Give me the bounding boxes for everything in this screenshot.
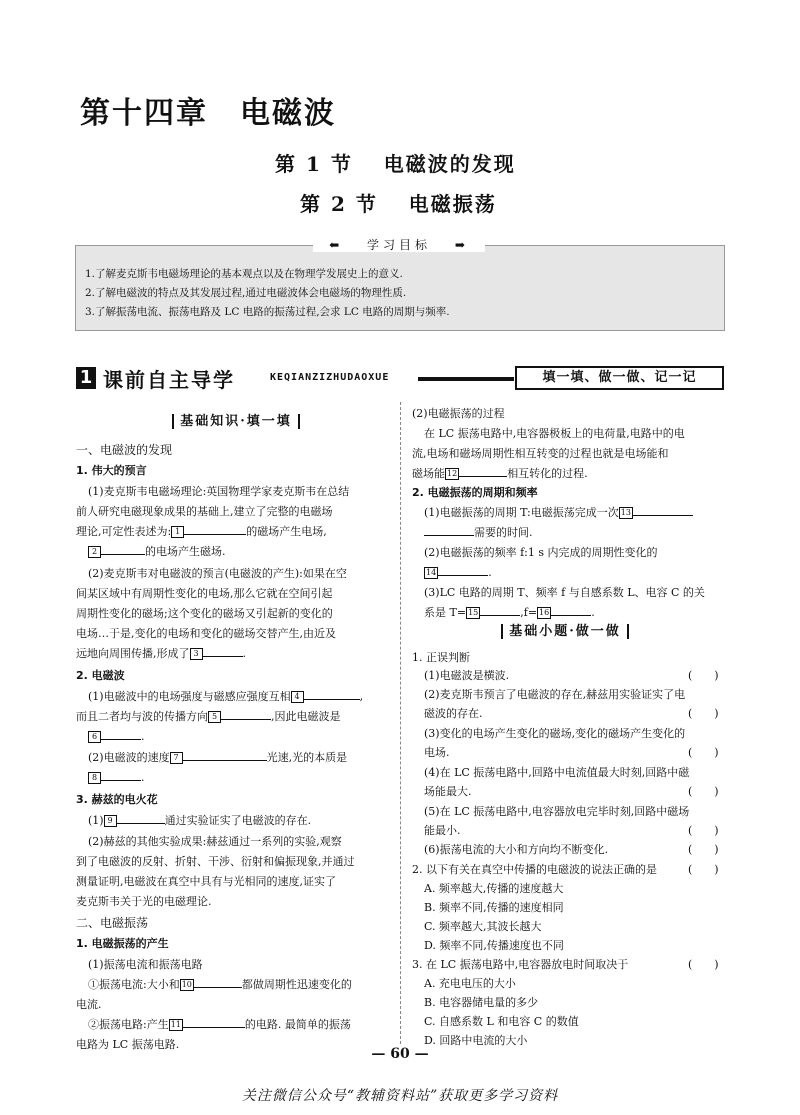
text-line: 系是 T= 15 ,f= 16 . — [424, 603, 595, 622]
fill-blank[interactable] — [633, 503, 693, 516]
option[interactable]: A. 充电电压的大小 — [424, 977, 516, 990]
option[interactable]: C. 频率越大,其波长越大 — [424, 920, 542, 933]
judge-item: (3)变化的电场产生变化的磁场,变化的磁场产生变化的 — [424, 727, 686, 740]
left-section-head: 基础知识·填一填 — [76, 410, 396, 429]
banner-rule — [418, 377, 514, 381]
fill-blank[interactable] — [194, 975, 242, 988]
judge-item: 场能最大. — [424, 785, 472, 798]
text-line: 周期性变化的磁场;这个变化的磁场又引起新的变化的 — [76, 607, 333, 620]
question-3: 3. 在 LC 振荡电路中,电容器放电时间取决于 — [412, 958, 629, 971]
heading-hertz: 3. 赫兹的电火花 — [76, 793, 158, 806]
blank-number: 3 — [190, 648, 203, 660]
fill-blank[interactable] — [183, 748, 267, 761]
banner-title: 课前自主导学 — [103, 368, 235, 392]
text-line: 麦克斯韦关于光的电磁理论. — [76, 895, 212, 908]
answer-paren[interactable]: ( ) — [688, 958, 719, 971]
heading-em-wave: 2. 电磁波 — [76, 669, 125, 682]
text-line: (1)电磁波中的电场强度与磁感应强度互相 4 , — [88, 687, 363, 706]
judge-item: 电场. — [424, 746, 450, 759]
text-line: ②振荡电路:产生 11 的电路. 最简单的振荡 — [88, 1015, 351, 1034]
text-line: 2 的电场产生磁场. — [88, 542, 226, 561]
chapter-title: 第十四章 电磁波 — [80, 96, 336, 131]
fill-blank[interactable] — [459, 464, 507, 477]
heading-prediction: 1. 伟大的预言 — [76, 464, 147, 477]
footer-note: 关注微信公众号“教辅资料站”获取更多学习资料 — [241, 1088, 559, 1104]
text-line: 8 . — [88, 768, 145, 787]
text-line: 而且二者均与波的传播方向 5 ,因此电磁波是 — [76, 707, 341, 726]
text-line: (2)赫兹的其他实验成果:赫兹通过一系列的实验,观察 — [88, 835, 342, 848]
text-line: (2)电磁振荡的过程 — [412, 407, 505, 420]
blank-number: 2 — [88, 546, 101, 558]
text-line: 远地向周围传播,形成了 3 . — [76, 644, 246, 663]
heading-oscillation-origin: 1. 电磁振荡的产生 — [76, 937, 169, 950]
heading-period-frequency: 2. 电磁振荡的周期和频率 — [412, 486, 538, 499]
answer-paren[interactable]: ( ) — [688, 785, 719, 798]
blank-number: 1 — [171, 526, 184, 538]
option[interactable]: C. 自感系数 L 和电容 C 的数值 — [424, 1015, 579, 1028]
heading-em-discovery: 一、电磁波的发现 — [76, 443, 173, 457]
option[interactable]: B. 频率不同,传播的速度相同 — [424, 901, 564, 914]
text-line: 理论,可定性表述为: 1 的磁场产生电场, — [76, 522, 327, 541]
option[interactable]: D. 频率不同,传播速度也不同 — [424, 939, 564, 952]
blank-number: 14 — [426, 568, 437, 577]
blank-number: 9 — [104, 815, 117, 827]
answer-paren[interactable]: ( ) — [688, 843, 719, 856]
text-line: 6 . — [88, 727, 145, 746]
blank-number: 10 — [181, 980, 192, 989]
blank-number: 12 — [447, 469, 458, 478]
goal-item: 3.了解振荡电流、振荡电路及 LC 电路的振荡过程,会求 LC 电路的周期与频率. — [85, 306, 450, 318]
arrow-left-icon: ⬅ — [321, 238, 351, 252]
fill-blank[interactable] — [101, 727, 141, 740]
option[interactable]: A. 频率越大,传播的速度越大 — [424, 882, 564, 895]
heading-em-oscillation: 二、电磁振荡 — [76, 916, 149, 930]
fill-blank[interactable] — [117, 811, 165, 824]
text-line: 到了电磁波的反射、折射、干涉、衍射和偏振现象,并通过 — [76, 855, 355, 868]
text-line: 电流. — [76, 998, 102, 1011]
text-line: (1) 9 通过实验证实了电磁波的存在. — [88, 811, 311, 830]
goal-item: 2.了解电磁波的特点及其发展过程,通过电磁波体会电磁场的物理性质. — [85, 287, 407, 299]
judge-item: 能最小. — [424, 824, 461, 837]
option[interactable]: B. 电容器储电量的多少 — [424, 996, 539, 1009]
judge-item: (5)在 LC 振荡电路中,电容器放电完毕时刻,回路中磁场 — [424, 805, 690, 818]
text-line: 测量证明,电磁波在真空中具有与光相同的速度,证实了 — [76, 875, 336, 888]
text-line: (1)麦克斯韦电磁场理论:英国物理学家麦克斯韦在总结 — [88, 485, 350, 498]
answer-paren[interactable]: ( ) — [688, 707, 719, 720]
fill-blank[interactable] — [184, 522, 246, 535]
text-line: 14 . — [424, 563, 492, 582]
fill-blank[interactable] — [183, 1015, 245, 1028]
blank-number: 7 — [170, 752, 183, 764]
judge-item: 磁波的存在. — [424, 707, 483, 720]
text-line: 前人研究电磁现象成果的基础上,建立了完整的电磁场 — [76, 505, 333, 518]
section-1-title: 第 1 节 电磁波的发现 — [275, 152, 516, 176]
text-line: (2)电磁振荡的频率 f:1 s 内完成的周期性变化的 — [424, 546, 658, 559]
answer-paren[interactable]: ( ) — [688, 746, 719, 759]
text-line: 在 LC 振荡电路中,电容器极板上的电荷量,电路中的电 — [424, 427, 685, 440]
right-section-head: 基础小题·做一做 — [405, 620, 725, 639]
judge-item: (1)电磁波是横波. — [424, 669, 510, 682]
fill-blank[interactable] — [424, 523, 474, 536]
text-line: 电场…于是,变化的电场和变化的磁场交替产生,由近及 — [76, 627, 336, 640]
banner-tag: 填一填、做一做、记一记 — [515, 366, 724, 390]
option[interactable]: D. 回路中电流的大小 — [424, 1034, 528, 1047]
column-divider — [400, 402, 401, 1044]
arrow-right-icon: ➡ — [447, 238, 477, 252]
blank-number: 6 — [88, 731, 101, 743]
blank-number: 4 — [291, 691, 304, 703]
fill-blank[interactable] — [101, 542, 145, 555]
blank-number: 13 — [620, 508, 631, 517]
question-2: 2. 以下有关在真空中传播的电磁波的说法正确的是 — [412, 863, 657, 876]
text-line: (1)电磁振荡的周期 T:电磁振荡完成一次 13 — [424, 503, 693, 522]
fill-blank[interactable] — [551, 603, 591, 616]
text-line: 间某区域中有周期性变化的电场,那么它就在空间引起 — [76, 587, 333, 600]
fill-blank[interactable] — [101, 768, 141, 781]
blank-number: 8 — [88, 772, 101, 784]
text-line: (2)麦克斯韦对电磁波的预言(电磁波的产生):如果在空 — [88, 567, 347, 580]
answer-paren[interactable]: ( ) — [688, 863, 719, 876]
text-line: 磁场能 12 相互转化的过程. — [412, 464, 588, 483]
goal-item: 1.了解麦克斯韦电磁场理论的基本观点以及在物理学发展史上的意义. — [85, 268, 403, 280]
fill-blank[interactable] — [221, 707, 271, 720]
blank-number: 11 — [170, 1020, 181, 1029]
blank-number: 15 — [468, 608, 479, 617]
fill-blank[interactable] — [480, 603, 520, 616]
banner-pinyin: KEQIANZIZHUDAOXUE — [270, 372, 390, 383]
text-line: (1)振荡电流和振荡电路 — [88, 958, 203, 971]
blank-number: 16 — [539, 608, 550, 617]
banner-number: 1 — [76, 367, 96, 389]
page-number: — 60 — — [371, 1046, 429, 1062]
answer-paren[interactable]: ( ) — [688, 824, 719, 837]
fill-blank[interactable] — [304, 687, 360, 700]
text-line: 需要的时间. — [424, 523, 533, 542]
blank-number: 5 — [208, 711, 221, 723]
answer-paren[interactable]: ( ) — [688, 669, 719, 682]
fill-blank[interactable] — [438, 563, 488, 576]
fill-blank[interactable] — [203, 644, 243, 657]
judge-item: (4)在 LC 振荡电路中,回路中电流值最大时刻,回路中磁 — [424, 766, 690, 779]
section-2-title: 第 2 节 电磁振荡 — [300, 192, 497, 216]
text-line: ①振荡电流:大小和 10 都做周期性迅速变化的 — [88, 975, 352, 994]
text-line: (2)电磁波的速度 7 光速,光的本质是 — [88, 748, 347, 767]
text-line: 流,电场和磁场周期性相互转变的过程也就是电场能和 — [412, 447, 669, 460]
question-1: 1. 正误判断 — [412, 651, 470, 664]
judge-item: (6)振荡电流的大小和方向均不断变化. — [424, 843, 609, 856]
judge-item: (2)麦克斯韦预言了电磁波的存在,赫兹用实验证实了电 — [424, 688, 686, 701]
goals-header: ⬅ 学习目标 ➡ — [75, 236, 723, 253]
text-line: 电路为 LC 振荡电路. — [76, 1038, 180, 1051]
text-line: (3)LC 电路的周期 T、频率 f 与自感系数 L、电容 C 的关 — [424, 586, 705, 599]
